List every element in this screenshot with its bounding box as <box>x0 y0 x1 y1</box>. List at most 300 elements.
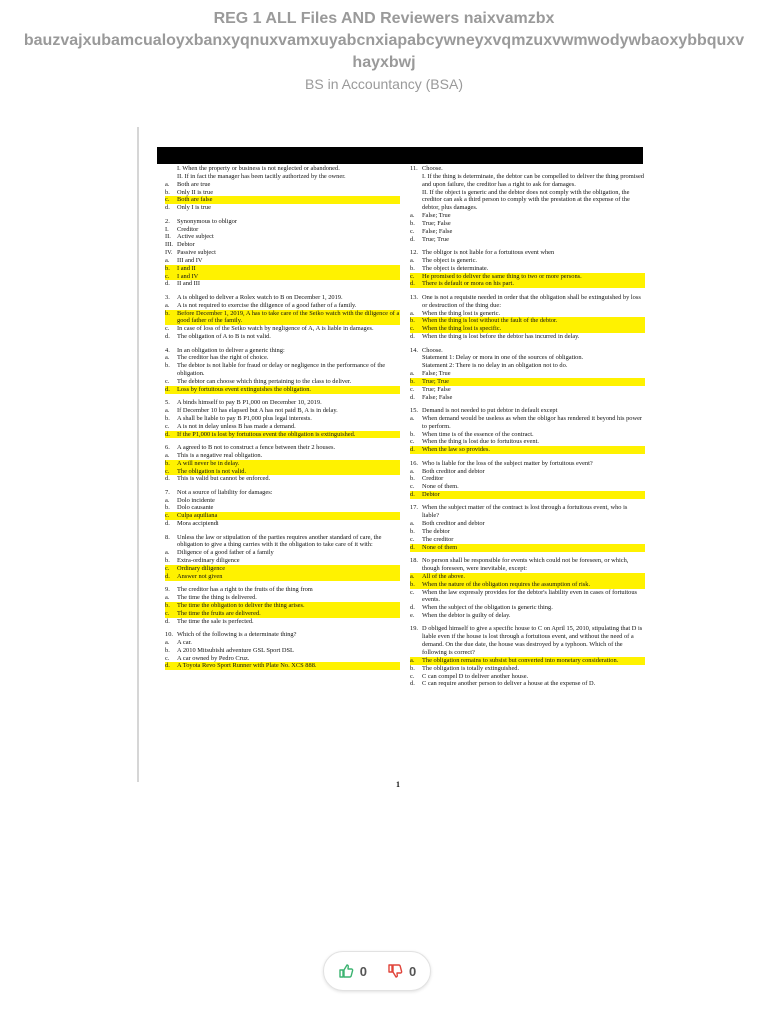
answer-option <box>410 431 645 439</box>
question-item <box>410 460 645 499</box>
page-number: 1 <box>396 780 400 789</box>
option-letter: c. <box>165 422 170 430</box>
answer-option <box>165 325 400 333</box>
option-text: True; True <box>422 235 449 243</box>
option-text: None of them. <box>422 483 459 491</box>
answer-option <box>165 302 400 310</box>
option-text: C can require another person to deliver a house at the expense of D. <box>422 680 596 688</box>
highlighted-option-text: The time the obligation to deliver the thing arises. <box>177 602 400 610</box>
option-letter: c. <box>410 588 415 596</box>
question-text: Not a source of liability for damages: <box>177 488 273 496</box>
document-title-line-2: bauzvajxubamcualoyxbanxyqnuxvamxuyabcnxiapabcywneyxvqmzuxvwmwodywbaoxybbquxv <box>23 32 745 49</box>
question-stem <box>165 294 400 302</box>
option-letter: d. <box>165 475 170 483</box>
option-text: The time the thing is delivered. <box>177 594 257 602</box>
option-text: A car owned by Pedro Cruz. <box>177 654 250 662</box>
option-text: This is valid but cannot be enforced. <box>177 475 271 483</box>
highlighted-option-text: Ordinary diligence <box>177 565 400 573</box>
option-letter: b. <box>165 414 170 422</box>
answer-option <box>165 249 400 257</box>
question-stem <box>165 444 400 452</box>
question-stem <box>410 249 645 257</box>
answer-option <box>410 236 645 244</box>
option-letter: b. <box>165 265 177 273</box>
question-text: Choose. <box>422 165 443 172</box>
thumbs-down-icon <box>387 963 403 979</box>
option-letter: d. <box>165 280 170 288</box>
option-text: II and III <box>177 280 201 288</box>
option-letter: b. <box>165 557 170 565</box>
option-text: When demand would be useless as when the obligor has rendered it beyond his power to perform. <box>422 414 643 430</box>
option-letter: a. <box>165 256 170 264</box>
question-number: 9. <box>165 586 170 594</box>
answer-option <box>165 241 400 249</box>
question-text: Unless the law or stipulation of the parties requires another standard of care, the obligation to give a thing carries with it the obligation to take care of it with: <box>177 533 382 549</box>
option-text: Extra-ordinary diligence <box>177 557 240 565</box>
option-letter: d. <box>165 617 170 625</box>
answer-option <box>165 662 400 670</box>
option-letter: a. <box>410 370 415 378</box>
question-stem <box>410 407 645 415</box>
option-letter: a. <box>165 549 170 557</box>
option-letter: a. <box>165 594 170 602</box>
option-text: In case of loss of the Seiko watch by negligence of A, A is liable in damages. <box>177 325 374 333</box>
answer-option <box>165 310 400 326</box>
highlighted-option-text: I and IV <box>177 273 400 281</box>
question-stem <box>165 218 400 226</box>
option-text: C can compel D to deliver another house. <box>422 672 529 680</box>
highlighted-option-text: Answer not given <box>177 573 400 581</box>
option-text: Both creditor and debtor <box>422 520 485 528</box>
question-text: The creditor has a right to the fruits of the thing from <box>177 586 313 594</box>
question-number <box>410 189 422 213</box>
highlighted-option-text: Both are false <box>177 196 400 204</box>
option-letter: d. <box>410 393 415 401</box>
option-letter: b. <box>410 581 422 589</box>
option-letter: d. <box>410 680 415 688</box>
answer-option <box>165 647 400 655</box>
answer-option <box>410 680 645 688</box>
question-item <box>165 489 400 528</box>
highlighted-option-text: When the thing lost is specific. <box>422 325 645 333</box>
left-question-column <box>165 165 400 676</box>
option-letter: c. <box>165 273 177 281</box>
option-text: The object is determinate. <box>422 264 489 272</box>
answer-option <box>410 544 645 552</box>
question-stem <box>410 557 645 573</box>
document-page-preview <box>137 127 653 782</box>
option-letter: c. <box>410 535 415 543</box>
question-number: 17. <box>410 504 418 512</box>
option-letter: c. <box>165 610 177 618</box>
document-header <box>0 8 768 92</box>
answer-option <box>410 378 645 386</box>
question-text: Statement 2: There is no delay in an obligation not to do. <box>422 362 568 370</box>
answer-option <box>410 438 645 446</box>
question-number <box>165 173 177 181</box>
option-text: III and IV <box>177 256 203 264</box>
answer-option <box>165 655 400 663</box>
question-text: Who is liable for the loss of the subject matter by fortuitous event? <box>422 459 593 467</box>
option-letter: d. <box>165 573 177 581</box>
answer-option <box>165 520 400 528</box>
option-text: Active subject <box>177 233 214 241</box>
highlighted-option-text: A Toyota Revo Sport Runner with Plate No. XCS 888. <box>177 662 400 670</box>
question-text: Which of the following is a determinate thing? <box>177 631 297 639</box>
answer-option <box>410 528 645 536</box>
right-question-column <box>410 165 645 694</box>
option-letter: b. <box>410 528 415 535</box>
option-letter: e. <box>410 612 415 620</box>
answer-option <box>410 589 645 605</box>
highlighted-option-text: There is default or mora on his part. <box>422 280 645 288</box>
option-letter: a. <box>165 638 170 646</box>
question-item <box>410 504 645 551</box>
question-item <box>410 347 645 402</box>
question-item <box>165 534 400 581</box>
document-title-line-1: REG 1 ALL Files AND Reviewers naixvamzbx <box>213 10 555 27</box>
option-text: A is not required to exercise the diligence of a good father of a family. <box>177 301 357 309</box>
option-text: This is a negative real obligation. <box>177 451 263 459</box>
option-letter: b. <box>410 264 415 272</box>
option-letter: IV. <box>165 249 173 257</box>
answer-option <box>165 181 400 189</box>
answer-option <box>165 265 400 273</box>
option-text: The object is generic. <box>422 256 478 264</box>
option-text: A 2010 Mitsubishi adventure GSL Sport DSL <box>177 646 294 654</box>
option-text: Both are true <box>177 180 211 188</box>
option-letter: c. <box>165 565 177 573</box>
upvote-button[interactable] <box>338 963 367 979</box>
answer-option <box>165 549 400 557</box>
answer-option <box>165 196 400 204</box>
question-number: 16. <box>410 459 418 467</box>
option-letter: d. <box>165 431 177 439</box>
question-item <box>410 407 645 454</box>
option-letter: a. <box>165 301 170 309</box>
highlighted-option-text: Before December 1, 2019, A has to take care of the Seiko watch with the diligence of a good father of the family. <box>177 309 400 325</box>
question-stem <box>410 294 645 310</box>
question-stem <box>410 460 645 468</box>
answer-option <box>165 573 400 581</box>
option-text: A is not in delay unless B has made a demand. <box>177 422 296 430</box>
answer-option <box>410 665 645 673</box>
option-letter: b. <box>410 664 415 672</box>
question-stem <box>165 399 400 407</box>
option-letter: III. <box>165 241 173 249</box>
option-letter: d. <box>165 386 177 394</box>
redaction-bar <box>157 147 643 164</box>
option-letter: b. <box>410 219 415 227</box>
answer-option <box>410 370 645 378</box>
question-text: II. If in fact the manager has been tacitly authorized by the owner. <box>177 172 346 180</box>
option-letter: c. <box>165 325 170 333</box>
highlighted-option-text: Debtor <box>422 491 645 499</box>
question-text: D obliged himself to give a specific house to C on April 15, 2010, stipulating that D is liable even if the house is lost through a fortuitous event, and without the need of a demand. On the due date, the house was destroyed by a typhoon. Which of the following is correct? <box>422 625 643 656</box>
question-stem <box>410 625 645 656</box>
option-letter: b. <box>165 646 170 654</box>
highlighted-option-text: The time the fruits are delivered. <box>177 610 400 618</box>
answer-option <box>410 657 645 665</box>
downvote-count: 0 <box>409 963 417 979</box>
question-item <box>165 218 400 289</box>
question-stem <box>165 173 400 181</box>
question-stem <box>165 586 400 594</box>
question-item <box>410 249 645 288</box>
answer-option <box>410 673 645 681</box>
option-letter: II. <box>165 233 171 241</box>
question-number: 10. <box>165 631 173 639</box>
question-item <box>165 586 400 625</box>
question-text: In an obligation to deliver a generic thing: <box>177 346 285 354</box>
highlighted-option-text: If the P1,000 is lost by fortuitous event the obligation is extinguished. <box>177 431 400 439</box>
question-text: Demand is not needed to put debtor in default except <box>422 407 558 414</box>
option-letter: a. <box>410 467 415 475</box>
answer-option <box>410 604 645 612</box>
answer-option <box>165 362 400 378</box>
question-item <box>410 625 645 688</box>
answer-option <box>165 497 400 505</box>
question-text: Statement 1: Delay or mora in one of the sources of obligation. <box>422 354 584 362</box>
option-letter: a. <box>410 573 422 581</box>
option-letter: d. <box>165 662 177 670</box>
answer-option <box>410 581 645 589</box>
question-number <box>410 354 422 362</box>
question-text: When the subject matter of the contract is lost through a fortuitous event, who is liable? <box>422 504 628 520</box>
option-text: False; False <box>422 227 453 235</box>
option-text: A car. <box>177 638 192 646</box>
highlighted-option-text: When the thing is lost without the fault of the debtor. <box>422 317 645 325</box>
question-number: 14. <box>410 346 418 354</box>
question-stem <box>410 504 645 520</box>
option-letter: c. <box>165 377 170 385</box>
answer-option <box>410 536 645 544</box>
question-stem <box>410 165 645 173</box>
option-letter: a. <box>410 414 415 422</box>
highlighted-option-text: I and II <box>177 265 400 273</box>
answer-option <box>165 273 400 281</box>
option-text: When the law expressly provides for the debtor's liability even in cases of fortuitous events. <box>422 588 638 604</box>
answer-option <box>165 565 400 573</box>
question-number: 6. <box>165 443 170 451</box>
option-letter: b. <box>165 602 177 610</box>
question-number: 4. <box>165 346 170 354</box>
option-letter: d. <box>165 333 170 341</box>
option-text: False; True <box>422 212 451 220</box>
question-text: A is obliged to deliver a Rolex watch to B on December 1, 2019. <box>177 293 343 301</box>
highlighted-option-text: When the nature of the obligation requires the assumption of risk. <box>422 581 645 589</box>
option-letter: b. <box>410 378 422 386</box>
question-text: No person shall be responsible for events which could not be foreseen, or which, though foreseen, were inevitable, except: <box>422 557 629 572</box>
option-letter: a. <box>410 256 415 264</box>
question-text: Synonymous to obligor <box>177 217 238 225</box>
question-item <box>165 347 400 394</box>
answer-option <box>165 452 400 460</box>
option-text: A shall be liable to pay B P1,000 plus legal interests. <box>177 414 312 422</box>
option-letter: a. <box>410 309 415 317</box>
answer-option <box>165 257 400 265</box>
document-title-line-3: hayxbwj <box>352 54 416 71</box>
question-stem <box>410 362 645 370</box>
option-text: The obligation is totally extinguished. <box>422 664 520 672</box>
highlighted-option-text: None of them <box>422 544 645 552</box>
answer-option <box>165 431 400 439</box>
option-text: The time the sale is perfected. <box>177 617 254 625</box>
option-letter: a. <box>410 212 415 220</box>
question-stem <box>165 347 400 355</box>
question-stem <box>165 534 400 550</box>
answer-option <box>165 423 400 431</box>
option-letter: d. <box>410 280 422 288</box>
answer-option <box>165 226 400 234</box>
answer-option <box>410 212 645 220</box>
option-text: False; True <box>422 370 451 378</box>
option-text: When the subject of the obligation is generic thing. <box>422 604 553 612</box>
option-letter: b. <box>165 362 170 370</box>
option-letter: c. <box>410 438 415 446</box>
answer-option <box>165 610 400 618</box>
question-number: 12. <box>410 249 418 257</box>
answer-option <box>165 512 400 520</box>
option-text: The creditor <box>422 535 454 543</box>
question-number: 3. <box>165 293 170 301</box>
option-text: Creditor <box>177 225 199 233</box>
option-letter: c. <box>410 385 415 393</box>
option-letter: b. <box>410 430 415 438</box>
answer-option <box>165 557 400 565</box>
answer-option <box>410 265 645 273</box>
option-letter: d. <box>410 446 422 454</box>
question-number: 15. <box>410 407 418 414</box>
option-letter: d. <box>410 491 422 499</box>
option-text: Only I is true <box>177 204 211 212</box>
option-letter: a. <box>165 407 170 414</box>
answer-option <box>165 639 400 647</box>
option-text: When the debtor is guilty of delay. <box>422 612 511 620</box>
thumbs-up-icon <box>338 963 354 979</box>
option-letter: c. <box>165 512 177 520</box>
question-number <box>410 173 422 189</box>
answer-option <box>410 415 645 431</box>
option-letter: c. <box>410 227 415 235</box>
option-letter: b. <box>410 317 422 325</box>
option-letter: a. <box>410 520 415 528</box>
option-letter: d. <box>410 544 422 552</box>
option-text: False; False <box>422 393 453 401</box>
answer-option <box>410 612 645 620</box>
vote-widget <box>323 951 431 991</box>
option-letter: a. <box>165 496 170 504</box>
answer-option <box>410 468 645 476</box>
question-text: The obligor is not liable for a fortuitous event when <box>422 249 555 257</box>
question-text: II. If the object is generic and the debtor does not comply with the obligation, the creditor can ask a third person to comply with the prestation at the expense of the debtor, plus damages. <box>422 188 630 212</box>
option-letter: c. <box>410 325 422 333</box>
highlighted-option-text: The obligation remains to subsist but converted into monetary consideration. <box>422 657 645 665</box>
question-text: One is not a requisite needed in order that the obligation shall be extinguished by loss or destruction of the thing due: <box>422 293 641 309</box>
question-item <box>165 631 400 670</box>
question-item <box>165 165 400 212</box>
option-text: When time is of the essence of the contract. <box>422 430 534 438</box>
answer-option <box>410 280 645 288</box>
answer-option <box>165 354 400 362</box>
option-text: Mora accipiendi <box>177 520 219 528</box>
answer-option <box>410 317 645 325</box>
option-letter: b. <box>165 460 177 468</box>
question-number: 8. <box>165 533 170 541</box>
highlighted-option-text: Loss by fortuitous event extinguishes the obligation. <box>177 386 400 394</box>
page-edge-line <box>137 127 139 782</box>
answer-option <box>410 228 645 236</box>
option-letter: a. <box>165 180 170 188</box>
question-stem <box>165 489 400 497</box>
option-text: The creditor has the right of choice. <box>177 354 269 362</box>
answer-option <box>410 483 645 491</box>
option-letter: c. <box>165 654 170 662</box>
answer-option <box>165 468 400 476</box>
option-letter: b. <box>165 310 177 326</box>
highlighted-option-text: All of the above. <box>422 573 645 581</box>
option-letter: c. <box>165 468 177 476</box>
question-text: I. When the property or business is not neglected or abandoned. <box>177 165 340 172</box>
question-stem <box>165 631 400 639</box>
answer-option <box>165 504 400 512</box>
answer-option <box>165 386 400 394</box>
question-text: I. If the thing is determinate, the debtor can be compelled to deliver the thing promised and upon failure, the creditor has a right to ask for damages. <box>422 172 645 188</box>
option-letter: d. <box>165 520 170 528</box>
answer-option <box>165 189 400 197</box>
option-letter: d. <box>410 333 415 341</box>
highlighted-option-text: The obligation is not valid. <box>177 468 400 476</box>
option-letter: b. <box>165 188 170 196</box>
option-letter: b. <box>165 504 170 512</box>
question-number: 18. <box>410 557 418 565</box>
option-letter: c. <box>410 483 415 491</box>
question-number <box>165 165 177 173</box>
answer-option <box>410 310 645 318</box>
answer-option <box>410 573 645 581</box>
question-number: 19. <box>410 625 418 633</box>
option-letter: c. <box>410 273 422 281</box>
option-text: When the thing lost is generic. <box>422 309 501 317</box>
option-letter: d. <box>410 235 415 243</box>
question-stem <box>410 173 645 189</box>
answer-option <box>410 325 645 333</box>
answer-option <box>410 257 645 265</box>
answer-option <box>410 491 645 499</box>
answer-option <box>410 520 645 528</box>
option-letter: c. <box>165 196 177 204</box>
question-item <box>165 399 400 438</box>
option-letter: a. <box>410 657 422 665</box>
answer-option <box>165 333 400 341</box>
option-text: True; False <box>422 385 451 393</box>
option-letter: a. <box>165 354 170 362</box>
option-text: Only II is true <box>177 188 214 196</box>
question-number: 7. <box>165 488 170 496</box>
option-text: The debtor can choose which thing pertaining to the class to deliver. <box>177 377 352 385</box>
answer-option <box>410 475 645 483</box>
option-letter: d. <box>410 604 415 612</box>
question-stem <box>165 165 400 173</box>
option-text: Debtor <box>177 241 195 249</box>
option-text: Passive subject <box>177 249 216 257</box>
answer-option <box>165 594 400 602</box>
course-subtitle: BS in Accountancy (BSA) <box>305 76 463 92</box>
option-text: The debtor is not liable for fraud or delay or negligence in the performance of the obligation. <box>177 362 386 378</box>
downvote-button[interactable] <box>387 963 416 979</box>
option-letter: d. <box>165 204 170 212</box>
question-number: 2. <box>165 217 170 225</box>
